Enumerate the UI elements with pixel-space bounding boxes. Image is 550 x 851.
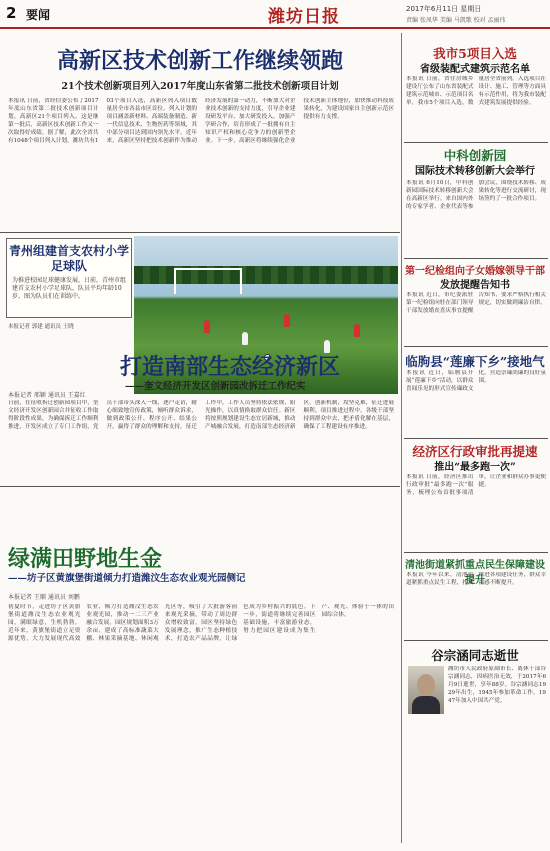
right-item4-title: 临朐县“莲廉下乡”接地气 [405,354,545,369]
section-divider [404,438,548,439]
right-item5-subtitle: 推出“最多跑一次” [434,462,516,473]
obituary-title: 谷宗涵同志逝世 [431,648,519,663]
story3-body: 初夏时节，走进坊子区黄旗堡街道潍汶生态农业观光园，满眼绿意，生机勃勃。近年来，黄旗堡街道立足资源优势，大力发展现代高效农业，倾力打造潍汶生态农业观光园，推动一二三产业融合发展。园区规划面积3万余亩，建成了高标准蔬菜大棚、林果采摘基地、休闲观光区等，吸引了大批游客前来观光采摘，带动了周边群众增收致富。园区坚持绿色发展理念，推广生态种植技术，打造农产品品牌，让绿色成为乡村振兴的底色。下一步，街道将继续完善园区基础设施，丰富旅游业态，努力把园区建设成为集生产、观光、体验于一体的田园综合体。 [8,604,394,642]
section-divider [404,640,548,641]
right-item4-body: 本报讯 近日，临朐县开展“莲廉下乡”活动，以群众喜闻乐见的形式宣传廉政文化，营造崇廉尚廉的良好氛围。 [406,370,546,392]
staff-credits: 责编 张凤华 美编 马凯歌 校对 孟丽玮 [406,17,506,24]
right-item6-title: 清池街道紧抓重点民生保障建设提升 [405,560,545,586]
sidebar-summary: 为推进校园足球健康发展，日前，青州市组建首支农村小学足球队，队员平均年龄10岁。图为队员们在训练中。 [12,277,127,300]
sidebar-title: 青州组建首支农村小学足球队 [8,244,129,273]
story2-body: 日前，在征收拆迁创新园项目中，奎文经济开发区创新园合并征收工作取得阶段性成果。为确保拆迁工作顺利推进，开发区成立了专门工作组，党员干部带头深入一线，逐户走访，耐心细致地宣传政策，倾听群众诉求，做到政策公开、程序公开、结果公开，赢得了群众的理解和支持。征迁工作中，工作人员坚持依法依规、阳光操作，以真情换取群众信任。新区将按照规划建设生态宜居新城，推动产城融合发展，打造南部生态经济新区。创新机制，攻坚克难，征迁进展顺利。项目推进过程中，各级干部坚持到群众中去，把矛盾化解在基层，确保了工程建设有序推进。 [8,400,394,430]
section-divider [404,346,548,347]
section-divider [0,232,400,233]
sidebar-box [6,238,132,318]
right-item2-body: 本报讯 6月10日，中科创新园国际技术转移创新大会在高新区举行。来自国内外的专家学者、企业代表等参加会议，围绕技术转移、成果转化等进行交流研讨，现场签约了一批合作项目。 [406,180,546,210]
story3-headline: 绿满田野地生金 [8,546,163,572]
player-figure [284,314,290,327]
right-item1-subtitle: 省级装配式建筑示范名单 [420,64,530,75]
story2-subhead: ——奎文经济开发区创新园改拆迁工作纪实 [125,381,306,392]
story2-headline: 打造南部生态经济新区 [120,354,341,380]
right-item2-title: 中科创新园 [443,148,507,163]
right-item3-title: 第一纪检组向子女婚嫁领导干部 [405,266,545,277]
paper-logo: 潍坊日报 [268,7,340,27]
right-item5-title: 经济区行政审批再提速 [412,444,538,459]
issue-date: 2017年6月11日 星期日 [406,5,482,13]
section-label: 要闻 [26,8,51,22]
page-number: 2 [6,4,17,22]
portrait-face [417,674,435,696]
right-item1-body: 本报讯 日前，省住房城乡建设厅公布了山东省装配式建筑示范城市、示范项目名单，我市5个项目入选，数量居全省前列。入选项目在设计、施工、管理等方面具有示范作用，将为我市装配式建筑发展提供经验。 [406,76,546,106]
obituary-portrait [408,666,444,714]
lead-body: 本报讯 日前，省经信委公布了2017年度山东省第二批技术创新项目计划，高新区21个项目列入。这是继第一批后，高新区技术创新工作又一次取得好成绩。据了解，此次全省共有1048个项目列入计划，潍坊共有103个项目入选，高新区列入项目数量居全市各县市区首位。列入计划的项目涵盖新材料、高端装备制造、新一代信息技术、生物医药等领域，其中部分项目达到国内领先水平。近年来，高新区坚持把技术创新作为推动经济发展的第一动力，不断加大对企业技术创新的支持力度，引导企业建设研发平台、加大研发投入、加强产学研合作，培育形成了一批拥有自主知识产权和核心竞争力的创新型企业。下一步，高新区将继续强化企业技术创新主体地位，加快推动科技成果转化，为建设国家自主创新示范区提供有力支撑。 [8,98,394,144]
header-rule [0,27,550,29]
column-divider [401,33,402,843]
photo-caption: 本报记者 郭建 通讯员 王晓 [8,324,74,330]
right-item2-subtitle: 国际技术转移创新大会举行 [415,166,535,177]
right-item5-body: 本报讯 日前，经济区推出行政审批“最多跑一次”服务，梳理公布首批事项清单，让企业和群众办事更便捷。 [406,474,546,496]
section-divider [0,486,400,487]
right-item1-title: 我市5项目入选 [433,46,517,61]
portrait-suit [412,696,440,714]
right-item3-body: 本报讯 近日，市纪委派驻第一纪检组向驻在部门领导干部发放婚丧喜庆事宜提醒告知书，要求严格执行相关规定，切实做到廉洁自律。 [406,292,546,314]
player-figure [242,332,248,345]
story2-byline: 本报记者 邢颖 通讯员 王嘉红 [8,392,86,399]
story3-byline: 本报记者 王顺 通讯员 刘鹏 [8,594,80,601]
player-figure [204,320,210,333]
section-divider [404,142,548,143]
lead-headline: 高新区技术创新工作继续领跑 [56,48,343,74]
player-figure [354,324,360,337]
right-item3-subtitle: 发放提醒告知书 [440,280,510,291]
right-item6-body: 本报讯 今年以来，清池街道紧抓重点民生工程，扎实推进各项建设任务，群众幸福感不断提升。 [406,572,546,586]
story3-subhead: ——坊子区黄旗堡街道倾力打造潍汶生态农业观光园侧记 [8,573,246,584]
section-divider [404,258,548,259]
goal-frame [174,268,242,294]
section-divider [404,552,548,553]
obituary-body: 潍坊市人民政府原副市长、离休干部谷宗涵同志，因病医治无效，于2017年6月9日逝世，享年88岁。谷宗涵同志1929年出生，1945年参加革命工作，1947年加入中国共产党。 [448,666,546,704]
lead-subhead: 21个技术创新项目列入2017年度山东省第二批技术创新项目计划 [61,81,339,92]
